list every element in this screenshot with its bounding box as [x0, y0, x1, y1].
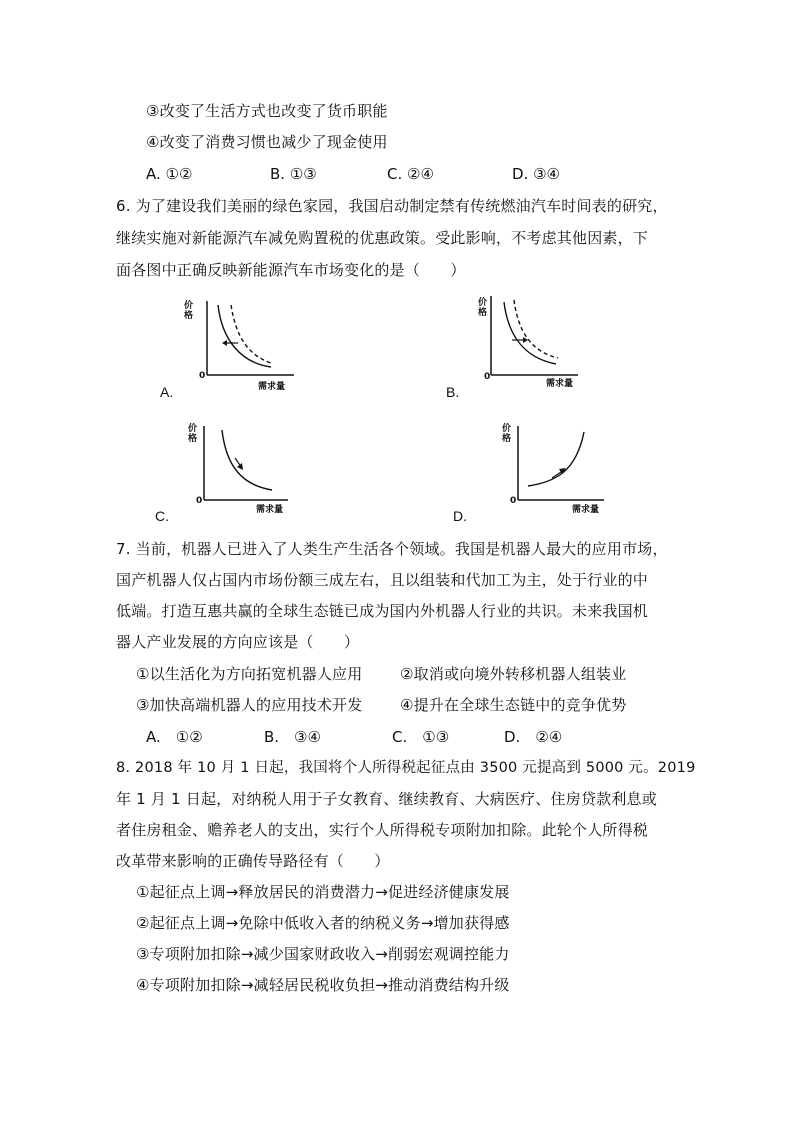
q7-item-4: ④提升在全球生态链中的竞争优势 [400, 696, 627, 714]
graph-a [186, 295, 296, 390]
graph-d-y-label: 价格 [502, 424, 512, 444]
q7-stem-line-3: 低端。打造互惠共赢的全球生态链已成为国内外机器人行业的共识。未来我国机 [116, 602, 649, 620]
graph-d-curve [528, 432, 584, 486]
graph-a-demand-curve-dashed [231, 305, 271, 363]
graph-c-arrow-head [237, 463, 243, 470]
graph-c-label: C. [155, 508, 169, 524]
q8-item-4: ④专项附加扣除→减轻居民税收负担→推动消费结构升级 [136, 976, 510, 994]
graph-d [500, 420, 610, 515]
q7-option-b: B. ③④ [264, 728, 321, 746]
q7-option-d: D. ②④ [504, 728, 563, 746]
q7-stem-line-1: 7. 当前，机器人已进入了人类生产生活各个领域。我国是机器人最大的应用市场， [116, 540, 668, 558]
graph-a-demand-curve-new [218, 305, 271, 367]
graph-c-y-label: 价格 [188, 424, 198, 444]
graph-b-x-label: 需求量 [546, 379, 574, 389]
q6-stem-line-3: 面各图中正确反映新能源汽车市场变化的是（ ） [116, 261, 466, 279]
q8-item-3: ③专项附加扣除→减少国家财政收入→削弱宏观调控能力 [136, 945, 510, 963]
q7-stem-line-4: 器人产业发展的方向应该是（ ） [116, 633, 360, 651]
graph-c-demand-curve [222, 430, 272, 490]
q5-option-c: C. ②④ [387, 165, 434, 183]
graph-d-x-label: 需求量 [572, 505, 600, 515]
q8-item-2: ②起征点上调→免除中低收入者的纳税义务→增加获得感 [136, 914, 510, 932]
graph-b-demand-curve-old [504, 302, 556, 364]
q6-stem-line-2: 继续实施对新能源汽车减免购置税的优惠政策。受此影响，不考虑其他因素，下 [116, 229, 649, 247]
graph-a-arrow-head [222, 340, 227, 346]
q8-item-1: ①起征点上调→释放居民的消费潜力→促进经济健康发展 [136, 883, 510, 901]
q7-item-1: ①以生活化为方向拓宽机器人应用 [136, 665, 363, 683]
graph-c-origin: 0 [196, 496, 203, 506]
graph-a-x-label: 需求量 [258, 382, 286, 392]
graph-b-origin: 0 [484, 372, 491, 382]
graph-b-label: B. [446, 384, 460, 400]
graph-d-label: D. [453, 508, 467, 524]
graph-b [476, 290, 586, 389]
q7-stem-line-2: 国产机器人仅占国内市场份额三成左右，且以组装和代加工为主，处于行业的中 [116, 571, 649, 589]
graph-b-y-label: 价格 [478, 298, 488, 318]
q7-item-3: ③加快高端机器人的应用技术开发 [136, 696, 363, 714]
q7-option-c: C. ①③ [392, 728, 450, 746]
graph-b-demand-curve-dashed [514, 300, 558, 358]
q8-stem-line-3: 者住房租金、赡养老人的支出，实行个人所得税专项附加扣除。此轮个人所得税 [116, 821, 649, 839]
q5-option-d: D. ③④ [512, 165, 560, 183]
q8-stem-line-4: 改革带来影响的正确传导路径有（ ） [116, 852, 390, 870]
q8-stem-line-1: 8. 2018 年 10 月 1 日起，我国将个人所得税起征点由 3500 元提高到 5000 元。2019 [116, 760, 696, 776]
q5-option-b: B. ①③ [270, 165, 317, 183]
graph-d-origin: 0 [510, 496, 517, 506]
q5-item-4: ④改变了消费习惯也减少了现金使用 [146, 133, 388, 151]
q7-item-2: ②取消或向境外转移机器人组装业 [400, 665, 627, 683]
q8-stem-line-2: 年 1 月 1 日起，对纳税人用于子女教育、继续教育、大病医疗、住房贷款利息或 [116, 790, 657, 808]
q7-option-a: A. ①② [146, 728, 203, 746]
q6-stem-line-1: 6. 为了建设我们美丽的绿色家园，我国启动制定禁有传统燃油汽车时间表的研究， [116, 197, 668, 215]
graph-a-y-label: 价格 [184, 301, 194, 321]
graph-c [186, 420, 296, 515]
q5-option-a: A. ①② [146, 165, 193, 183]
q5-item-3: ③改变了生活方式也改变了货币职能 [146, 102, 388, 120]
graph-c-x-label: 需求量 [256, 505, 284, 515]
graph-a-origin: 0 [199, 371, 206, 381]
graph-a-label: A. [160, 384, 174, 400]
graph-b-arrow-head [523, 337, 528, 343]
